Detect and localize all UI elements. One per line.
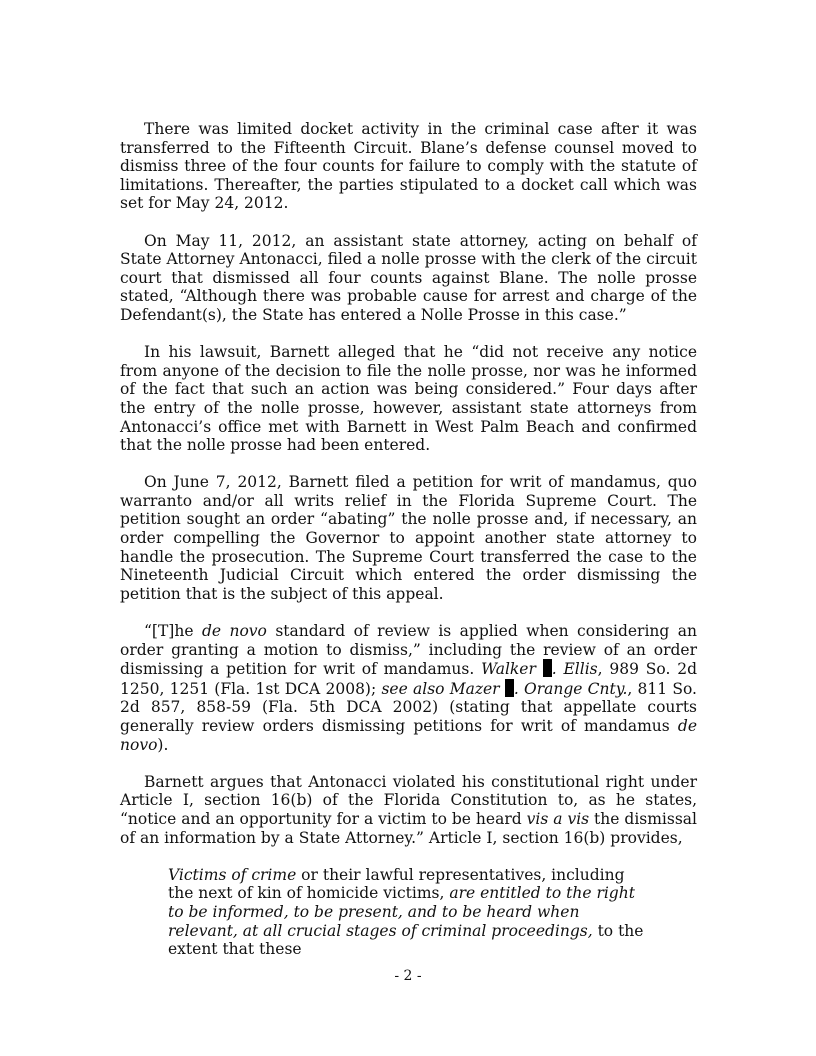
paragraph-docket-activity: There was limited docket activity in the criminal case after it was transferred to the Fifteenth Circuit. Blane’s defense counsel moved to dismiss three of the four counts for failure to comply with the statute of limitations. Thereafter, the parties stipulated to a docket call which was set for May 24, 2012. (120, 120, 697, 213)
paragraph-argument (120, 773, 697, 847)
case-name-orange-cnty: . Orange Cnty. (513, 679, 628, 698)
paragraph-lawsuit: In his lawsuit, Barnett alleged that he “did not receive any notice from anyone of the decision to file the nolle prosse, nor was he informed of the fact that such an action was being considered.” Four days after the entry of the nolle prosse, however, assistant state attorneys from Antonacci’s office met with Barnett in West Palm Beach and confirmed that the nolle prosse had been entered. (120, 343, 697, 455)
text-run: to the extent that these (168, 921, 644, 959)
text-run: the dismissal of an information by a State Attorney.” Article I, section 16(b) provides, (120, 809, 697, 847)
case-name-walker: Walker (481, 660, 543, 679)
paragraph-petition: On June 7, 2012, Barnett filed a petition for writ of mandamus, quo warranto and/or all writs relief in the Florida Supreme Court. The petition sought an order “abating” the nolle prosse and, if necessary, an order compelling the Governor to appoint another state attorney to handle the prosecution. The Supreme Court transferred the case to the Nineteenth Judicial Circuit which entered the order dismissing the petition that is the subject of this appeal. (120, 473, 697, 603)
text-run: Barnett argues that Antonacci violated his constitutional right under Article I, section 16(b) of the Florida Constitution to, as he states, “notice and an opportunity for a victim to be heard (120, 772, 697, 828)
italic-run: vis a vis (526, 809, 590, 828)
block-quote (168, 866, 649, 959)
text-run: ). (157, 735, 169, 754)
italic-run: Victims of crime (168, 865, 297, 884)
paragraph-nolle-prosse: On May 11, 2012, an assistant state attorney, acting on behalf of State Attorney Antonacci, filed a nolle prosse with the clerk of the circuit court that dismissed all four counts against Blane. The nolle prosse stated, “Although there was probable cause for arrest and charge of the Defendant(s), the State has entered a Nolle Prosse in this case.” (120, 231, 697, 324)
redaction-mark (543, 659, 552, 677)
paragraph-standard-of-review (120, 622, 697, 754)
case-name-mazer: see also Mazer (381, 679, 505, 698)
text-run: or their lawful representatives, including the next of kin of homicide victims, (168, 865, 625, 903)
text-run: “[T]he (144, 622, 202, 641)
italic-run: de novo (120, 717, 697, 754)
page-number: - 2 - (394, 968, 422, 984)
text-run: standard of review is applied when considering an order granting a motion to dismiss,” including the review of an order dismissing a petition for writ of mandamus. (120, 622, 697, 679)
italic-run: are entitled to the right to be informed, to be present, and to be heard when relevant, at all crucial stages of criminal proceedings, (168, 884, 635, 940)
redaction-mark (505, 679, 514, 697)
document-page (120, 120, 697, 959)
citation: , 811 So. 2d 857, 858-59 (Fla. 5th DCA 2002) (stating that appellate courts generally review orders dismissing petitions for writ of mandamus (120, 679, 697, 735)
citation: , 989 So. 2d 1250, 1251 (Fla. 1st DCA 2008); (120, 660, 698, 698)
case-name-ellis: . Ellis (551, 660, 598, 679)
italic-run: de novo (201, 622, 267, 641)
